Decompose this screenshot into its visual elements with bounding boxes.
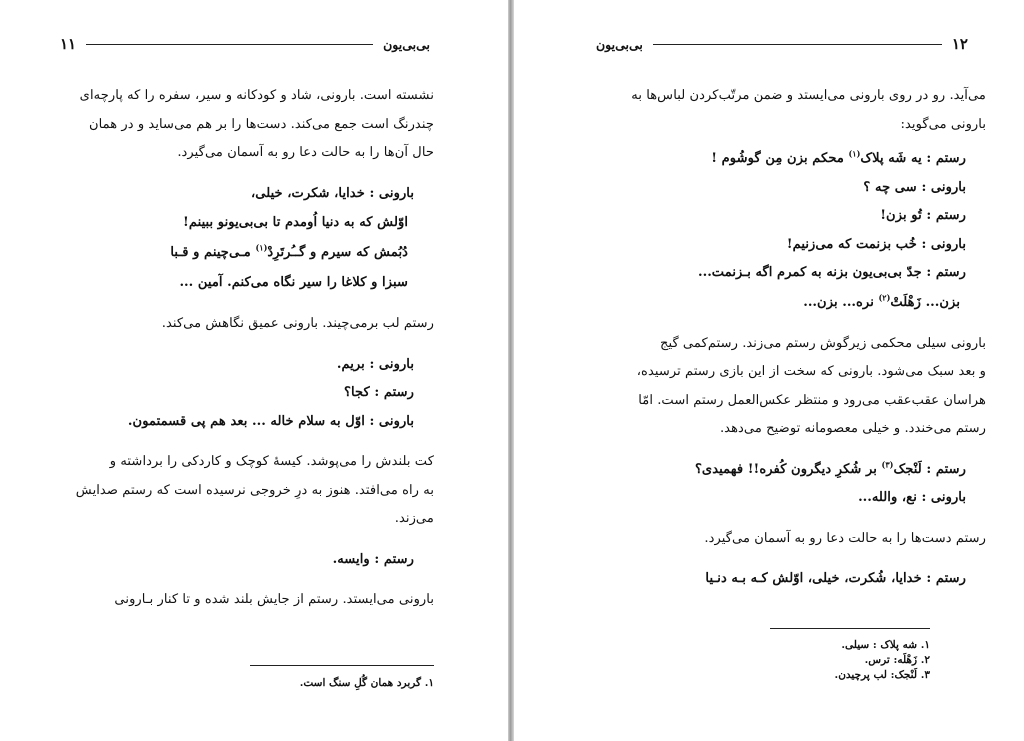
- speaker-name: بارونی :: [921, 490, 966, 505]
- footnote: ۲. زَهْلَه: ترس.: [864, 654, 930, 666]
- paragraph-gap: [62, 574, 434, 586]
- dialogue-line: [594, 231, 986, 260]
- line-text: تُو بزن!: [880, 208, 922, 223]
- dialogue-line: [594, 174, 986, 203]
- right-page: [514, 0, 1024, 741]
- paragraph-gap: [62, 298, 434, 310]
- right-running-title: بی‌بی‌یون: [596, 36, 643, 52]
- dialogue-line: [62, 379, 434, 408]
- prose-line: رستم می‌خندد. و خیلی معصومانه توضیح می‌دهد.: [719, 421, 986, 436]
- line-text: کجا؟: [343, 385, 370, 400]
- prose-line: نشسته است. بارونی، شاد و کودکانه و سیر، سفره را که پارچه‌ای: [79, 88, 434, 103]
- footnote: ۱. شه پلاک : سیلی.: [841, 639, 930, 651]
- line-text: خدایا، شُکرت، خیلی، اوّلش کـه بـه دنـیا: [705, 571, 922, 586]
- footnote: ۱. گربرد همان گُلِ سنگ است.: [299, 677, 434, 689]
- line-text: وایسه.: [332, 551, 370, 567]
- line-text: خُب بزنمت که می‌زنیم!: [786, 236, 917, 252]
- speaker-name: بارونی :: [369, 413, 414, 429]
- right-page-number: ۱۲: [951, 35, 968, 53]
- dialogue-line: [62, 180, 434, 209]
- right-page-header: [596, 34, 968, 54]
- dialogue-line: [62, 408, 434, 437]
- footnote-marker: (۲): [878, 292, 891, 303]
- right-footnotes: [770, 638, 930, 683]
- paragraph-gap: [594, 513, 986, 525]
- dialogue-line: [594, 202, 986, 231]
- paragraph-gap: [62, 534, 434, 546]
- left-running-title: بی‌بی‌یون: [383, 36, 430, 52]
- line-text: جدّ بی‌بی‌یون بزنه به کمرم اگه بـزنمت...: [698, 265, 922, 280]
- prose-line: رستم دست‌ها را به حالت دعا رو به آسمان می‌گیرد.: [704, 530, 986, 546]
- line-text-tail: مـی‌چینم و قـبا: [170, 245, 256, 260]
- speaker-name: رستم :: [926, 571, 966, 586]
- prose-line: رستم لب برمی‌چیند. بارونی عمیق نگاهش می‌کند.: [161, 316, 434, 331]
- line-text: بزن... زَهْلَتْ: [890, 294, 960, 310]
- speaker-name: بارونی :: [369, 185, 414, 201]
- prose-line: و بعد سبک می‌شود. بارونی که سخت از این بازی رستم ترسیده،: [636, 364, 986, 379]
- prose-line: می‌زند.: [394, 511, 434, 526]
- header-rule: [653, 44, 942, 45]
- line-text: لَنْجک: [893, 461, 922, 477]
- prose-line: بارونی سیلی محکمی زیرگوش رستم می‌زند. رستم‌کمی گیج: [659, 335, 986, 351]
- left-footnote-rule: [250, 665, 434, 666]
- dialogue-line: [62, 546, 434, 575]
- line-text: سی چه ؟: [863, 179, 917, 195]
- verse-line: [62, 238, 434, 268]
- footnote: ۳. لَنْجک: لب پرچیدن.: [834, 669, 930, 681]
- right-footnote-rule: [770, 628, 930, 629]
- line-text: اوّل به سلام خاله ... بعد هم پی قسمتمون.: [127, 413, 365, 429]
- speaker-name: رستم :: [926, 265, 966, 280]
- dialogue-line: [594, 456, 986, 485]
- left-footnotes: [250, 676, 434, 691]
- paragraph-gap: [594, 553, 986, 565]
- line-text: خدایا، شکرت، خیلی،: [250, 185, 365, 201]
- verse-line: [594, 288, 986, 318]
- line-text-tail: بر شُکرِ دیگرون کُفره!! فهمیدی؟: [694, 461, 882, 477]
- line-text-tail: نره... بزن...: [803, 294, 879, 310]
- line-text: اوّلش که به دنیا اُومدم تا بی‌بی‌یونو ببینم!: [183, 215, 408, 230]
- dialogue-line: [594, 484, 986, 513]
- left-page-header: [60, 34, 430, 54]
- footnote-marker: (۱): [848, 148, 861, 159]
- line-text: دُبُمش که سیرم و گــُرتَرِدْ: [267, 245, 408, 260]
- speaker-name: رستم :: [926, 208, 966, 223]
- prose-line: بارونی می‌ایستد. رستم از جایش بلند شده و تا کنار بـارونی: [114, 592, 434, 607]
- header-rule: [86, 44, 373, 45]
- line-text: سبزا و کلاغا را سیر نگاه می‌کنم. آمین ...: [179, 275, 408, 290]
- line-text: بریم.: [336, 356, 365, 372]
- verse-line: [62, 268, 434, 298]
- prose-line: می‌آید. رو در روی بارونی می‌ایستد و ضمن مرتّب‌کردن لباس‌ها به: [631, 88, 986, 103]
- prose-line: هراسان عقب‌عقب می‌رود و منتظر عکس‌العمل رستم است. امّا: [638, 392, 986, 408]
- dialogue-line: [594, 259, 986, 288]
- line-text: نع، والله...: [858, 490, 917, 505]
- left-page: [0, 0, 508, 741]
- speaker-name: رستم :: [926, 151, 966, 166]
- paragraph-gap: [62, 436, 434, 448]
- footnote-marker: (۱): [255, 242, 268, 253]
- paragraph-gap: [62, 339, 434, 351]
- left-page-number: ۱۱: [60, 35, 77, 53]
- footnote-marker: (۳): [881, 459, 894, 470]
- paragraph-gap: [62, 168, 434, 180]
- speaker-name: رستم :: [374, 385, 414, 400]
- line-text: یه شَه پلاک: [860, 151, 922, 166]
- dialogue-line: [594, 145, 986, 174]
- prose-line: حال آن‌ها را به حالت دعا رو به آسمان می‌گیرد.: [177, 145, 434, 160]
- dialogue-line: [62, 351, 434, 380]
- prose-line: بارونی می‌گوید:: [900, 116, 986, 132]
- speaker-name: رستم :: [926, 461, 966, 477]
- speaker-name: بارونی :: [921, 179, 966, 195]
- paragraph-gap: [594, 444, 986, 456]
- speaker-name: بارونی :: [921, 236, 966, 252]
- line-text-tail: محکم بزن مِن گوشُوم !: [711, 151, 849, 166]
- paragraph-gap: [594, 318, 986, 330]
- speaker-name: بارونی :: [369, 356, 414, 372]
- speaker-name: رستم :: [374, 551, 414, 567]
- left-page-text: [62, 82, 434, 615]
- prose-line: به راه می‌افتد. هنوز به درِ خروجی نرسیده است که رستم صدایش: [75, 482, 434, 498]
- right-page-text: [594, 82, 986, 594]
- verse-line: [62, 208, 434, 238]
- prose-line: کت بلندش را می‌پوشد. کیسهٔ کوچک و کاردکی را برداشته و: [109, 454, 434, 469]
- dialogue-line: [594, 565, 986, 594]
- prose-line: چندرنگ است جمع می‌کند. دست‌ها را بر هم می‌ساید و در همان: [88, 116, 434, 132]
